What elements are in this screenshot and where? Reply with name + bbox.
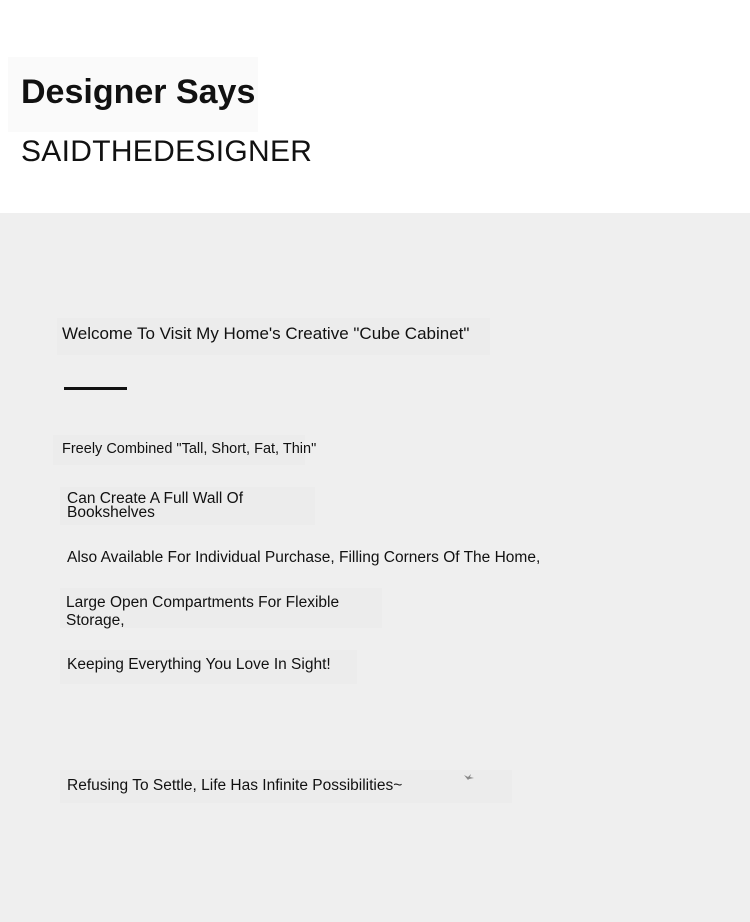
site-header xyxy=(0,0,750,213)
feature-line: Can Create A Full Wall Of Bookshelves xyxy=(67,490,244,521)
heading-divider xyxy=(64,387,127,390)
section-subheading: Freely Combined "Tall, Short, Fat, Thin" xyxy=(62,441,317,457)
site-subtitle: SAIDTHEDESIGNER xyxy=(21,135,313,168)
feature-line: Keeping Everything You Love In Sight! xyxy=(67,656,331,673)
site-title[interactable]: Designer Says xyxy=(21,73,256,111)
feature-line: Also Available For Individual Purchase, Filling Corners Of The Home, xyxy=(67,549,541,566)
small-bird-icon xyxy=(463,773,475,781)
section-heading: Welcome To Visit My Home's Creative "Cube Cabinet" xyxy=(62,324,470,343)
feature-line: Large Open Compartments For Flexible Storage, xyxy=(66,594,340,629)
closing-line: Refusing To Settle, Life Has Infinite Possibilities~ xyxy=(67,777,403,794)
